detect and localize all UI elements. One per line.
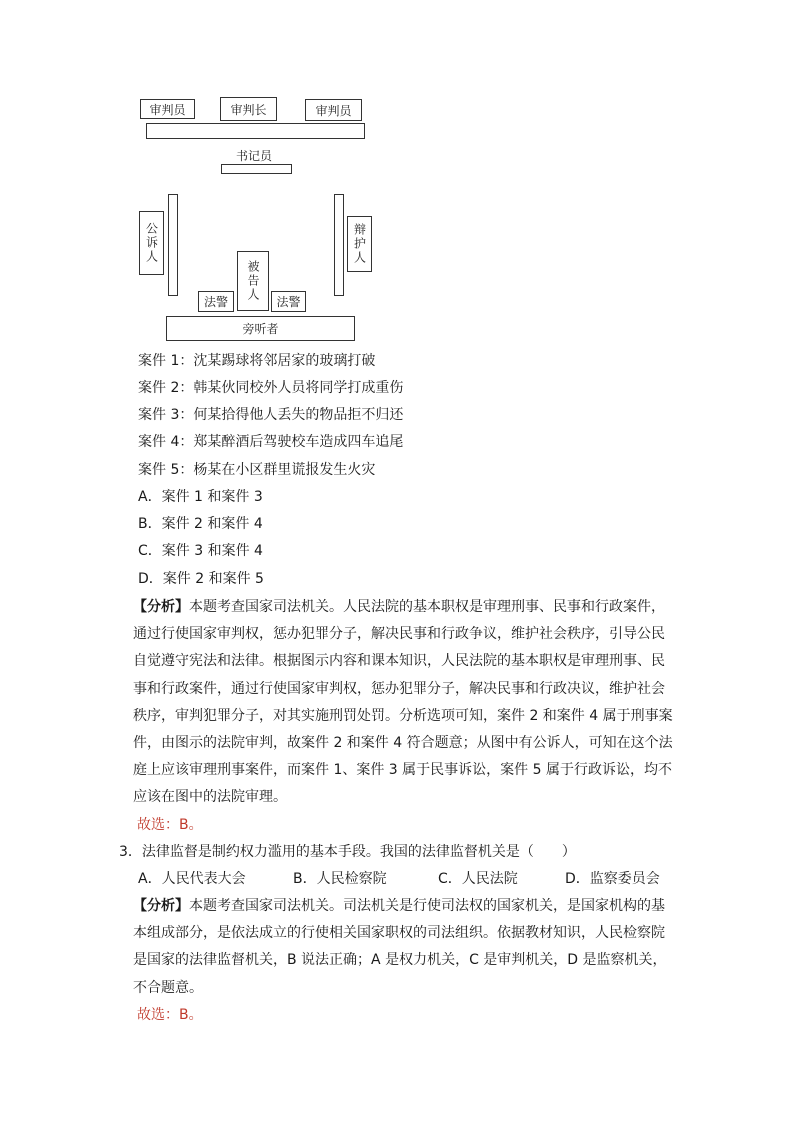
- q3-option-a: A．人民代表大会: [138, 871, 246, 887]
- q2-answer: 故选：B。: [137, 817, 203, 833]
- case-3: 案件 3：何某拾得他人丢失的物品拒不归还: [138, 407, 404, 423]
- prosecutor-desk: [168, 194, 178, 296]
- q2-option-d: D．案件 2 和案件 5: [138, 571, 264, 587]
- judges-bench: [146, 123, 365, 139]
- judge-right-box: [305, 99, 362, 121]
- q3-analysis: [133, 893, 678, 1002]
- bailiff-right-label: 法警: [276, 295, 301, 309]
- q2-analysis: [133, 594, 678, 812]
- audience-box: [166, 316, 355, 341]
- q3-option-b: B．人民检察院: [293, 871, 387, 887]
- q2-option-c: C．案件 3 和案件 4: [138, 543, 263, 559]
- bailiff-right-box: [271, 291, 306, 312]
- prosecutor-label: 公诉人: [144, 222, 159, 264]
- prosecutor-box: [139, 211, 164, 275]
- defender-box: [347, 216, 372, 272]
- q2-analysis-text: 本题考查国家司法机关。人民法院的基本职权是审理刑事、民事和行政案件，通过行使国家审判权，惩办犯罪分子，解决民事和行政争议，维护社会秩序，引导公民自觉遵守宪法和法律。根据图示内容和课本知识，人民法院的基本职权是审理刑事、民事和行政案件，通过行使国家审判权，惩办犯罪分子，解决民事和行政决议，维护社会秩序，审判犯罪分子，对其实施刑罚处罚。分析选项可知，案件 2 和案件 4 属于刑事案件，由图示的法院审判，故案件 2 和案件 4 符合题意；从图中有公诉人，可知在这个法庭上应该审理刑事案件，而案件 1、案件 3 属于民事诉讼，案件 5 属于行政诉讼，均不应该在图中的法院审理。: [133, 599, 673, 806]
- case-5: 案件 5：杨某在小区群里谎报发生火灾: [138, 462, 376, 478]
- audience-label: 旁听者: [242, 322, 279, 336]
- chief-judge-box: [220, 97, 277, 121]
- defender-desk: [334, 194, 344, 296]
- defendant-label: 被告人: [246, 260, 260, 302]
- q2-analysis-tag: 【分析】: [133, 599, 189, 615]
- bailiff-left-label: 法警: [203, 295, 228, 309]
- q3-analysis-tag: 【分析】: [133, 898, 189, 914]
- judge-right-label: 审判员: [315, 103, 352, 118]
- clerk-desk: [221, 164, 292, 174]
- q2-option-a: A．案件 1 和案件 3: [138, 489, 263, 505]
- case-4: 案件 4：郑某醉酒后驾驶校车造成四车追尾: [138, 434, 404, 450]
- case-2: 案件 2：韩某伙同校外人员将同学打成重伤: [138, 380, 404, 396]
- q3-answer: 故选：B。: [137, 1007, 203, 1023]
- clerk-label: 书记员: [236, 149, 273, 163]
- judge-left-label: 审判员: [149, 102, 186, 117]
- case-1: 案件 1：沈某踢球将邻居家的玻璃打破: [138, 353, 376, 369]
- q3-option-d: D．监察委员会: [565, 871, 660, 887]
- q3-stem: 3．法律监督是制约权力滥用的基本手段。我国的法律监督机关是（ ）: [119, 844, 576, 860]
- q2-option-b: B．案件 2 和案件 4: [138, 516, 263, 532]
- q3-option-c: C．人民法院: [438, 871, 518, 887]
- q3-options: [138, 869, 678, 889]
- defendant-box: [237, 251, 269, 311]
- q3-analysis-text: 本题考查国家司法机关。司法机关是行使司法权的国家机关，是国家机构的基本组成部分，是依法成立的行使相关国家职权的司法组织。依据教材知识，人民检察院是国家的法律监督机关，B 说法正确；A 是权力机关，C 是审判机关，D 是监察机关，不合题意。: [133, 898, 667, 996]
- bailiff-left-box: [198, 291, 234, 312]
- chief-judge-label: 审判长: [230, 102, 267, 117]
- judge-left-box: [140, 99, 195, 119]
- defender-label: 辩护人: [352, 223, 367, 265]
